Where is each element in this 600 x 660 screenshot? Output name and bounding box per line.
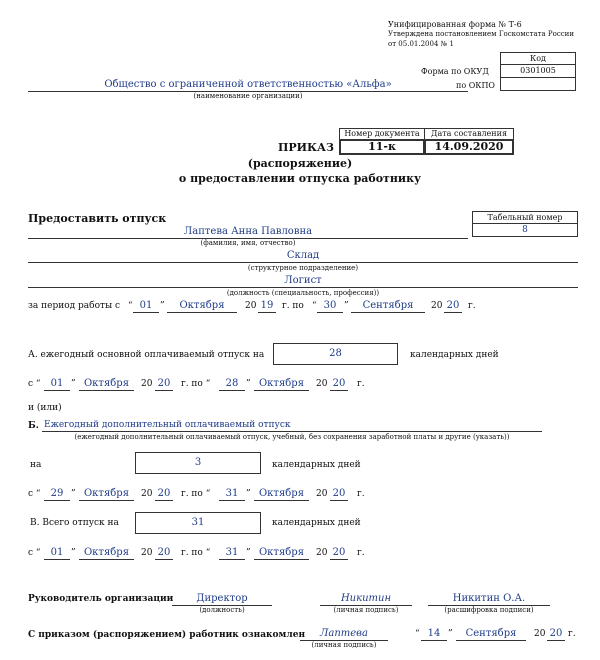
- a-from-year: 20: [157, 378, 171, 389]
- head-signature: Никитин: [340, 593, 392, 604]
- v-from-day: 01: [50, 547, 64, 558]
- a-to-year: 20: [332, 378, 346, 389]
- order-purpose: о предоставлении отпуска работнику: [178, 172, 422, 185]
- section-b-type: Ежегодный дополнительный оплачиваемый отпуск: [44, 420, 291, 430]
- grant-leave-label: Предоставить отпуск: [28, 212, 167, 225]
- a-from-day: 01: [50, 378, 64, 389]
- a-to-day: 28: [225, 378, 239, 389]
- head-position: Директор: [196, 593, 248, 604]
- position-caption: (должность (специальность, профессия)): [226, 289, 380, 297]
- department-caption: (структурное подразделение): [247, 264, 359, 272]
- work-period-label: за период работы с: [28, 301, 121, 311]
- ack-signature: Лаптева: [320, 628, 368, 639]
- head-name-caption: (расшифровка подписи): [444, 606, 534, 614]
- work-from-month: Октября: [179, 300, 225, 311]
- doc-number: 11-к: [339, 139, 425, 155]
- head-signature-caption: (личная подпись): [333, 606, 399, 614]
- ack-year: 20: [549, 628, 563, 639]
- form-code-line3: от 05.01.2004 № 1: [388, 40, 454, 48]
- order-subtitle: (распоряжение): [247, 157, 353, 170]
- code-header: Код: [500, 52, 576, 65]
- section-a-label: А. ежегодный основной оплачиваемый отпуск на: [28, 350, 265, 360]
- section-b-caption: (ежегодный дополнительный оплачиваемый отпуск, учебный, без сохранения заработной платы и другие (указать)): [74, 433, 510, 441]
- okud-label: Форма по ОКУД: [421, 67, 489, 76]
- ack-month: Сентября: [465, 628, 517, 639]
- organization-name: Общество с ограниченной ответственностью «Альфа»: [104, 79, 392, 90]
- okpo-value: [500, 77, 576, 91]
- v-from-year: 20: [157, 547, 171, 558]
- work-to-year: 20: [446, 300, 460, 311]
- form-code-line1: Унифицированная форма № Т-6: [388, 20, 522, 29]
- section-b-days: 3: [135, 452, 261, 474]
- v-from-month: Октября: [83, 547, 130, 558]
- a-from-month: Октября: [83, 378, 130, 389]
- position: Логист: [284, 275, 322, 286]
- b-to-day: 31: [225, 488, 239, 499]
- work-to-month: Сентября: [362, 300, 414, 311]
- work-from-year: 19: [260, 300, 274, 311]
- section-b-label: Б.: [28, 421, 39, 431]
- work-to-day: 30: [323, 300, 337, 311]
- b-from-month: Октября: [83, 488, 130, 499]
- head-position-caption: (должность): [199, 606, 245, 614]
- doc-date: 14.09.2020: [424, 139, 514, 155]
- employee-name: Лаптева Анна Павловна: [183, 226, 313, 237]
- employee-name-caption: (фамилия, имя, отчество): [200, 239, 296, 247]
- okud-value: 0301005: [500, 64, 576, 78]
- ack-label: С приказом (распоряжением) работник ознакомлен: [28, 630, 306, 640]
- doc-number-header: Номер документа: [339, 128, 425, 140]
- section-v-label: В. Всего отпуск на: [30, 518, 119, 528]
- organization-caption: (наименование организации): [193, 92, 303, 100]
- head-name: Никитин О.А.: [452, 593, 526, 604]
- form-code-line2: Утверждена постановлением Госкомстата России: [388, 30, 574, 38]
- doc-date-header: Дата составления: [424, 128, 514, 140]
- b-from-day: 29: [50, 488, 64, 499]
- ack-day: 14: [427, 628, 441, 639]
- and-or: и (или): [28, 403, 62, 413]
- v-to-year: 20: [332, 547, 346, 558]
- tab-number: 8: [472, 223, 578, 237]
- head-label: Руководитель организации: [28, 594, 174, 604]
- v-to-day: 31: [225, 547, 239, 558]
- section-a-days: 28: [273, 343, 398, 365]
- b-from-year: 20: [157, 488, 171, 499]
- okpo-label: по ОКПО: [456, 81, 495, 90]
- department: Склад: [286, 250, 320, 261]
- ack-signature-caption: (личная подпись): [311, 641, 377, 649]
- section-v-days: 31: [135, 512, 261, 534]
- work-from-day: 01: [139, 300, 153, 311]
- a-to-month: Октября: [258, 378, 305, 389]
- v-to-month: Октября: [258, 547, 305, 558]
- b-to-month: Октября: [258, 488, 305, 499]
- order-title: ПРИКАЗ: [278, 141, 334, 154]
- b-to-year: 20: [332, 488, 346, 499]
- tab-number-header: Табельный номер: [472, 211, 578, 224]
